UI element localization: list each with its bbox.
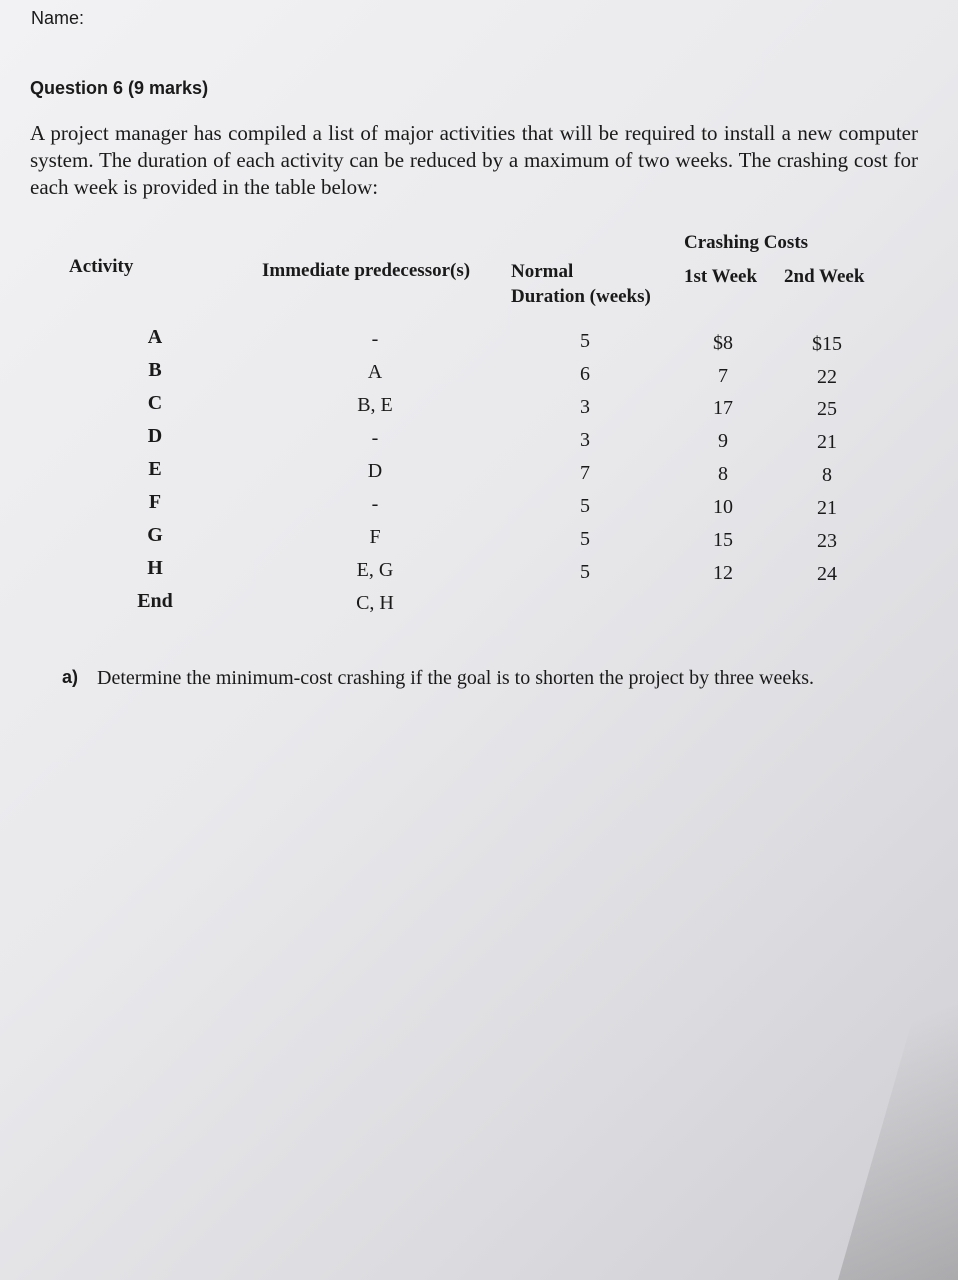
cell-activity: A — [147, 326, 163, 348]
cell-week2: 21 — [817, 497, 837, 519]
header-predecessor: Immediate predecessor(s) — [262, 260, 471, 281]
cell-week1: 9 — [718, 430, 728, 452]
cell-week2: 23 — [817, 530, 837, 552]
cell-duration: 5 — [580, 330, 590, 352]
cell-activity: End — [137, 590, 173, 612]
cell-predecessor: C, H — [356, 592, 394, 614]
header-week2: 2nd Week — [784, 266, 865, 287]
page-shadow — [838, 860, 958, 1280]
part-a-text: Determine the minimum-cost crashing if the goal is to shorten the project by three weeks. — [97, 667, 815, 689]
cell-predecessor: E, G — [356, 559, 394, 581]
header-week1: 1st Week — [684, 266, 758, 287]
cell-predecessor: D — [367, 460, 383, 482]
cell-duration: 5 — [580, 528, 590, 550]
cell-duration: 5 — [580, 495, 590, 517]
cell-predecessor: B, E — [357, 394, 393, 416]
cell-duration: 6 — [580, 363, 590, 385]
cell-activity: H — [147, 557, 163, 579]
cell-activity: C — [147, 392, 163, 414]
cell-predecessor: - — [371, 493, 379, 515]
cell-week1: 10 — [713, 496, 733, 518]
cell-week2: 8 — [822, 464, 832, 486]
header-duration: Duration (weeks) — [511, 286, 651, 307]
cell-activity: G — [147, 524, 163, 546]
cell-week1: 17 — [713, 397, 733, 419]
name-label: Name: — [31, 8, 85, 28]
cell-activity: B — [148, 359, 162, 381]
cell-predecessor: F — [369, 526, 381, 548]
cell-week1: 8 — [718, 463, 728, 485]
header-crashing-costs: Crashing Costs — [684, 232, 809, 253]
cell-week2: 22 — [817, 366, 837, 388]
cell-predecessor: - — [371, 427, 379, 449]
cell-predecessor: A — [367, 361, 383, 383]
cell-week2: 25 — [817, 398, 837, 420]
cell-week1: 7 — [718, 365, 728, 387]
header-activity: Activity — [69, 256, 134, 277]
cell-duration: 7 — [580, 462, 590, 484]
part-a-label: a) — [62, 667, 79, 687]
cell-activity: D — [147, 425, 163, 447]
cell-duration: 5 — [580, 561, 590, 583]
cell-week1: 12 — [713, 562, 733, 584]
cell-week1: 15 — [713, 529, 733, 551]
cell-week2: 24 — [817, 563, 837, 585]
cell-week1: $8 — [713, 332, 733, 354]
question-title: Question 6 (9 marks) — [30, 78, 209, 98]
cell-week2: $15 — [812, 333, 842, 355]
cell-duration: 3 — [580, 396, 590, 418]
cell-predecessor: - — [371, 328, 379, 350]
cell-activity: F — [148, 491, 162, 513]
cell-week2: 21 — [817, 431, 837, 453]
cell-activity: E — [148, 458, 162, 480]
intro-paragraph: A project manager has compiled a list of major activities that will be required to install a new computer system. The duration of each activity can be reduced by a maximum of two weeks. The crashing cost for each week is provided in the table below: — [30, 121, 918, 199]
header-normal: Normal — [511, 261, 574, 282]
cell-duration: 3 — [580, 429, 590, 451]
